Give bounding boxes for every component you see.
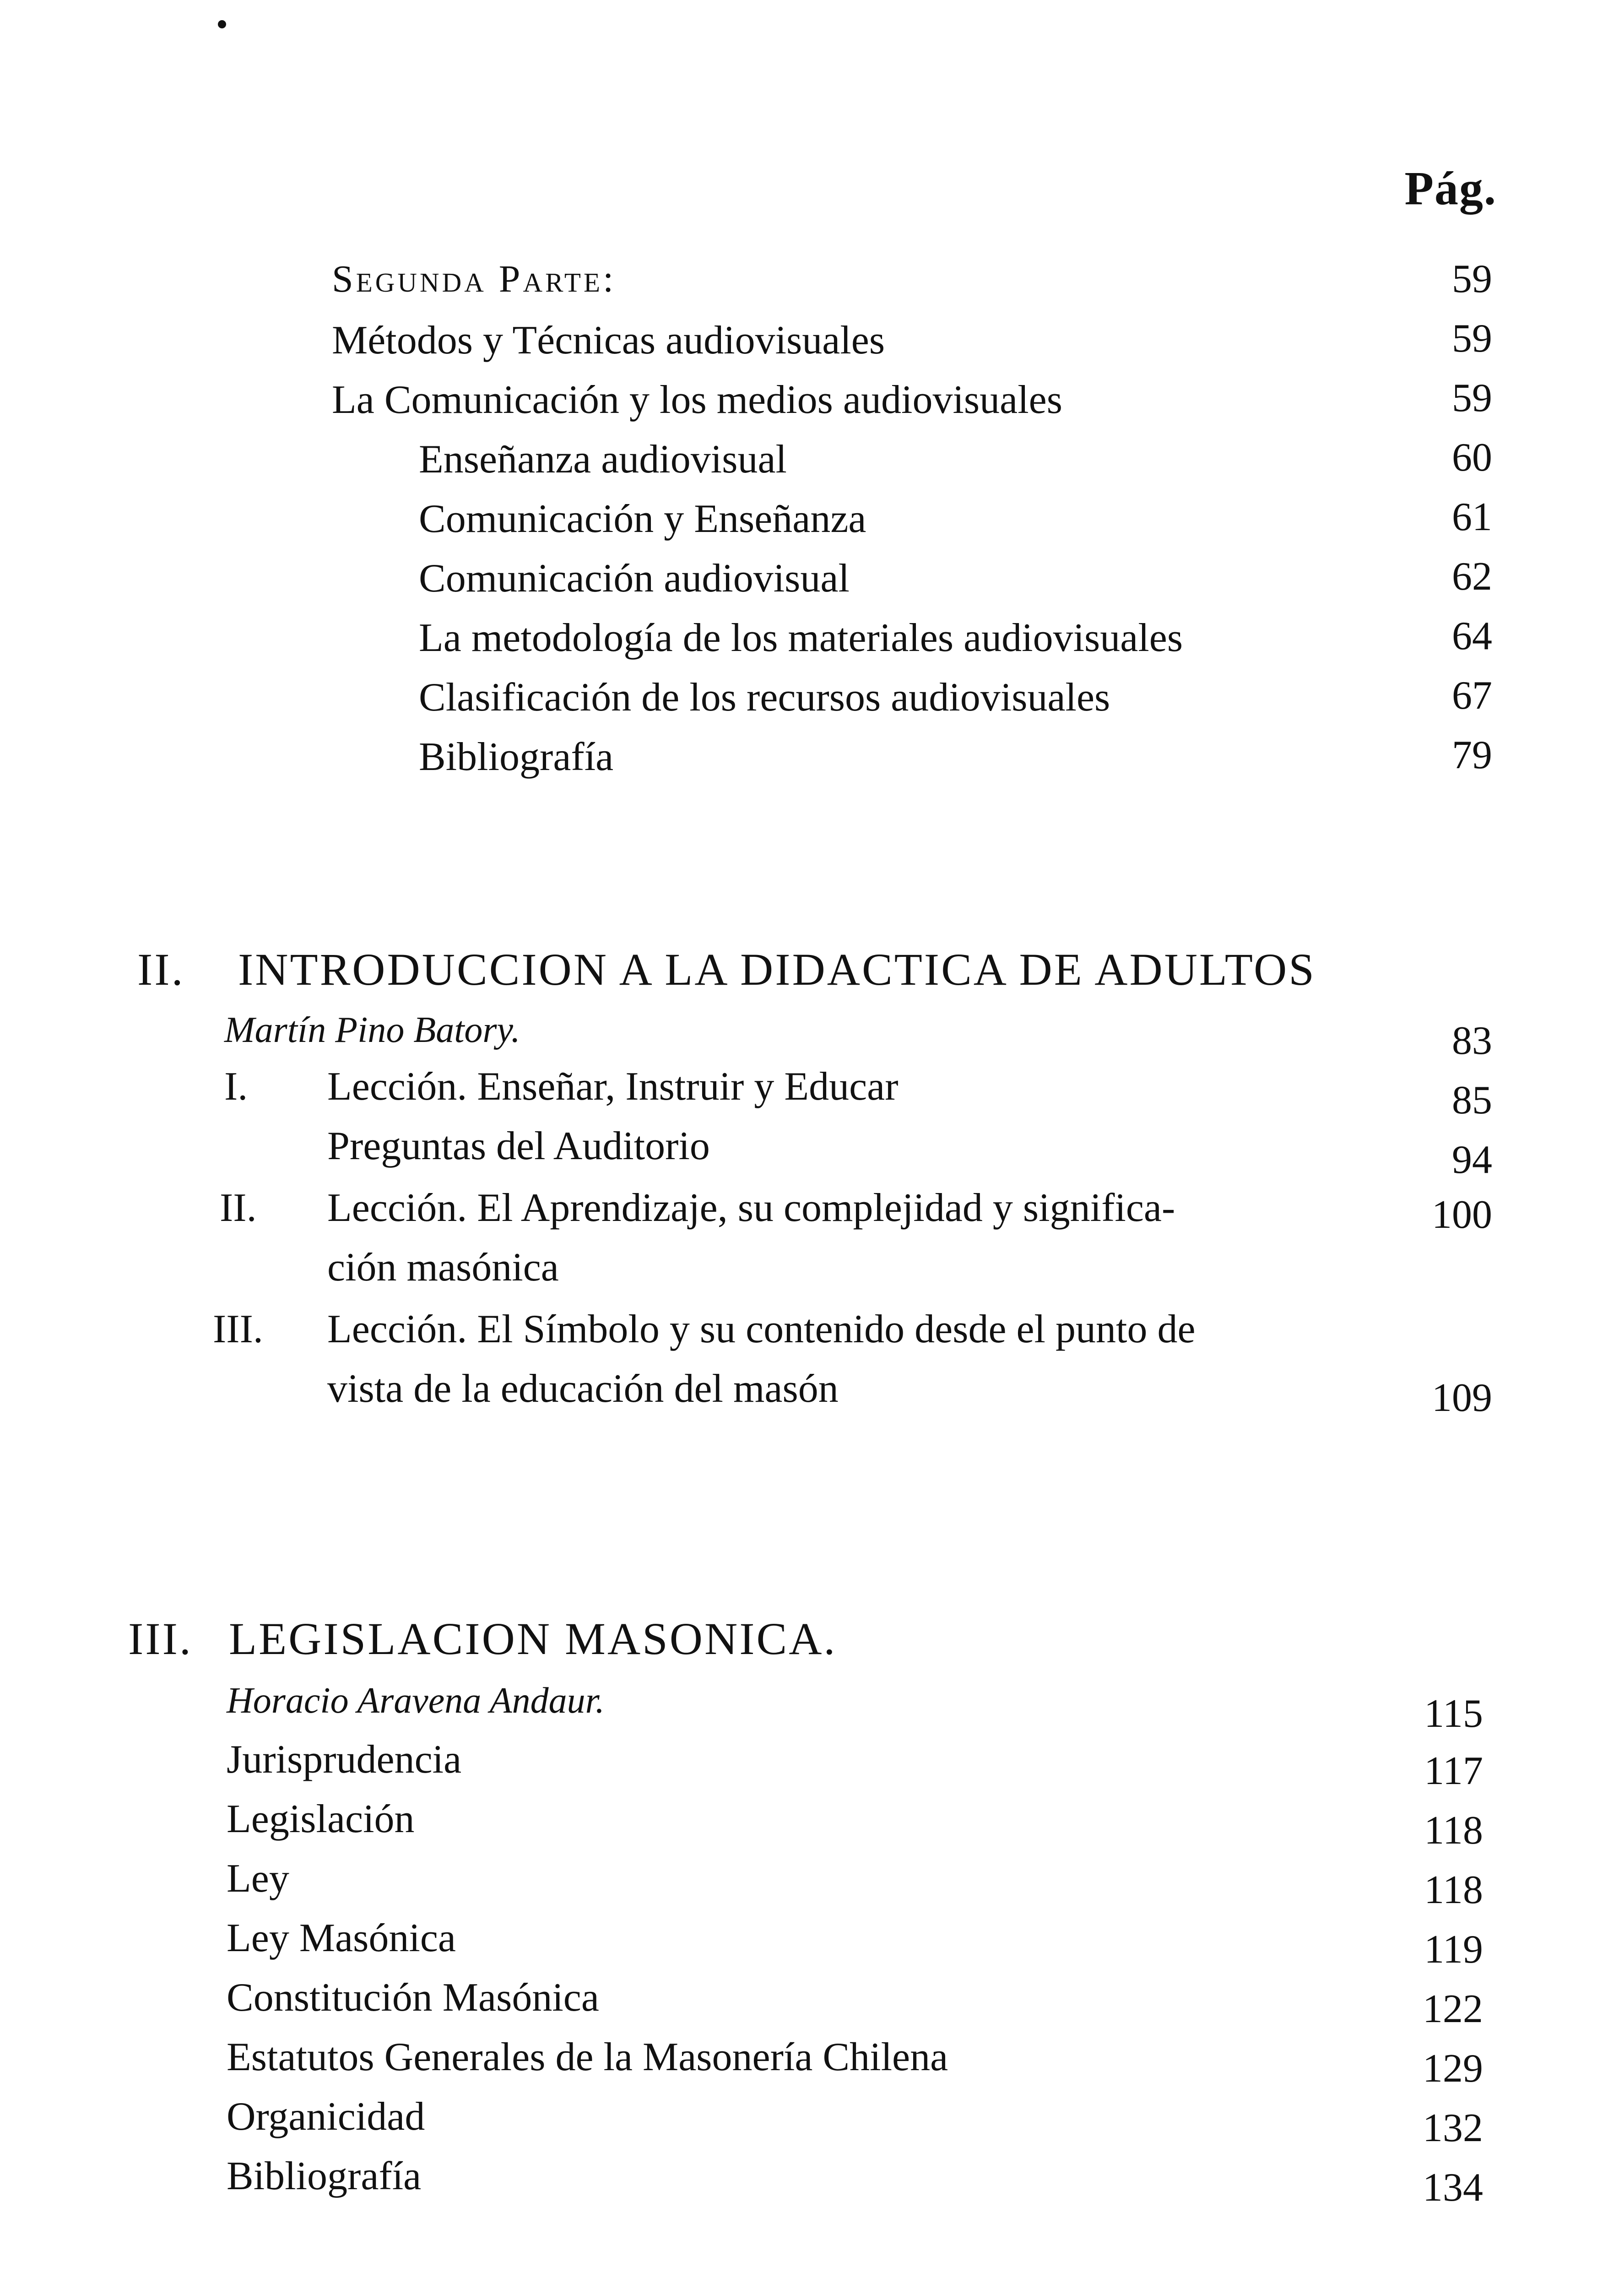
section-numeral: II.: [137, 944, 185, 995]
toc-page: 109: [1432, 1376, 1492, 1420]
toc-entry-cont: ción masónica: [327, 1245, 559, 1290]
toc-entry: Organicidad: [227, 2094, 425, 2139]
part-heading-page: 59: [1452, 257, 1492, 301]
toc-page: 132: [1423, 2106, 1483, 2150]
toc-entry: Constitución Masónica: [227, 1975, 599, 2020]
toc-page: 118: [1424, 1808, 1483, 1853]
toc-page: 61: [1452, 495, 1492, 539]
toc-page: 117: [1424, 1749, 1483, 1793]
toc-entry-cont: vista de la educación del masón: [327, 1367, 839, 1411]
toc-entry: Métodos y Técnicas audiovisuales: [332, 318, 885, 363]
toc-page: 134: [1423, 2165, 1483, 2210]
toc-page: 60: [1452, 435, 1492, 480]
toc-entry: Preguntas del Auditorio: [327, 1124, 710, 1168]
toc-entry: Legislación: [227, 1797, 415, 1841]
toc-entry: Lección. Enseñar, Instruir y Educar: [327, 1064, 899, 1109]
toc-page: 100: [1432, 1193, 1492, 1237]
toc-entry: Comunicación y Enseñanza: [419, 497, 866, 541]
lesson-numeral: II.: [220, 1186, 257, 1230]
page-column-label: Pág.: [1404, 162, 1497, 215]
section-title: LEGISLACION MASONICA.: [229, 1613, 837, 1664]
toc-page: 118: [1424, 1868, 1483, 1912]
toc-entry: Bibliografía: [419, 735, 614, 779]
toc-page: 115: [1424, 1692, 1483, 1736]
toc-page: 79: [1452, 733, 1492, 777]
toc-entry: La Comunicación y los medios audiovisuales: [332, 378, 1062, 422]
section-author: Horacio Aravena Andaur.: [227, 1681, 605, 1721]
toc-page: 83: [1452, 1019, 1492, 1063]
toc-entry: Enseñanza audiovisual: [419, 437, 787, 482]
speck-dot: [218, 20, 226, 28]
toc-page: 119: [1424, 1927, 1483, 1972]
toc-entry: Jurisprudencia: [227, 1737, 462, 1782]
section-numeral: III.: [128, 1613, 193, 1664]
toc-page: 67: [1452, 673, 1492, 718]
toc-entry: Lección. El Símbolo y su contenido desde el punto de: [327, 1307, 1196, 1351]
toc-entry: Comunicación audiovisual: [419, 556, 850, 601]
part-heading: Segunda Parte:: [332, 258, 617, 300]
section-title: INTRODUCCION A LA DIDACTICA DE ADULTOS: [238, 944, 1316, 995]
section-author: Martín Pino Batory.: [224, 1010, 520, 1050]
toc-page: 122: [1423, 1987, 1483, 2031]
toc-entry: Estatutos Generales de la Masonería Chilena: [227, 2035, 948, 2079]
toc-entry: Clasificación de los recursos audiovisuales: [419, 675, 1110, 720]
toc-page: 85: [1452, 1078, 1492, 1123]
toc-entry: La metodología de los materiales audiovisuales: [419, 616, 1183, 660]
toc-page: 59: [1452, 376, 1492, 420]
toc-page: 129: [1423, 2046, 1483, 2091]
toc-page: 59: [1452, 316, 1492, 361]
lesson-numeral: III.: [213, 1307, 263, 1351]
toc-page: 62: [1452, 554, 1492, 599]
toc-entry: Ley: [227, 1856, 289, 1901]
toc-page: 64: [1452, 614, 1492, 658]
toc-entry: Lección. El Aprendizaje, su complejidad y significa-: [327, 1186, 1175, 1230]
toc-entry: Ley Masónica: [227, 1916, 456, 1960]
lesson-numeral: I.: [224, 1064, 248, 1109]
toc-entry: Bibliografía: [227, 2154, 422, 2198]
toc-page: 94: [1452, 1138, 1492, 1182]
